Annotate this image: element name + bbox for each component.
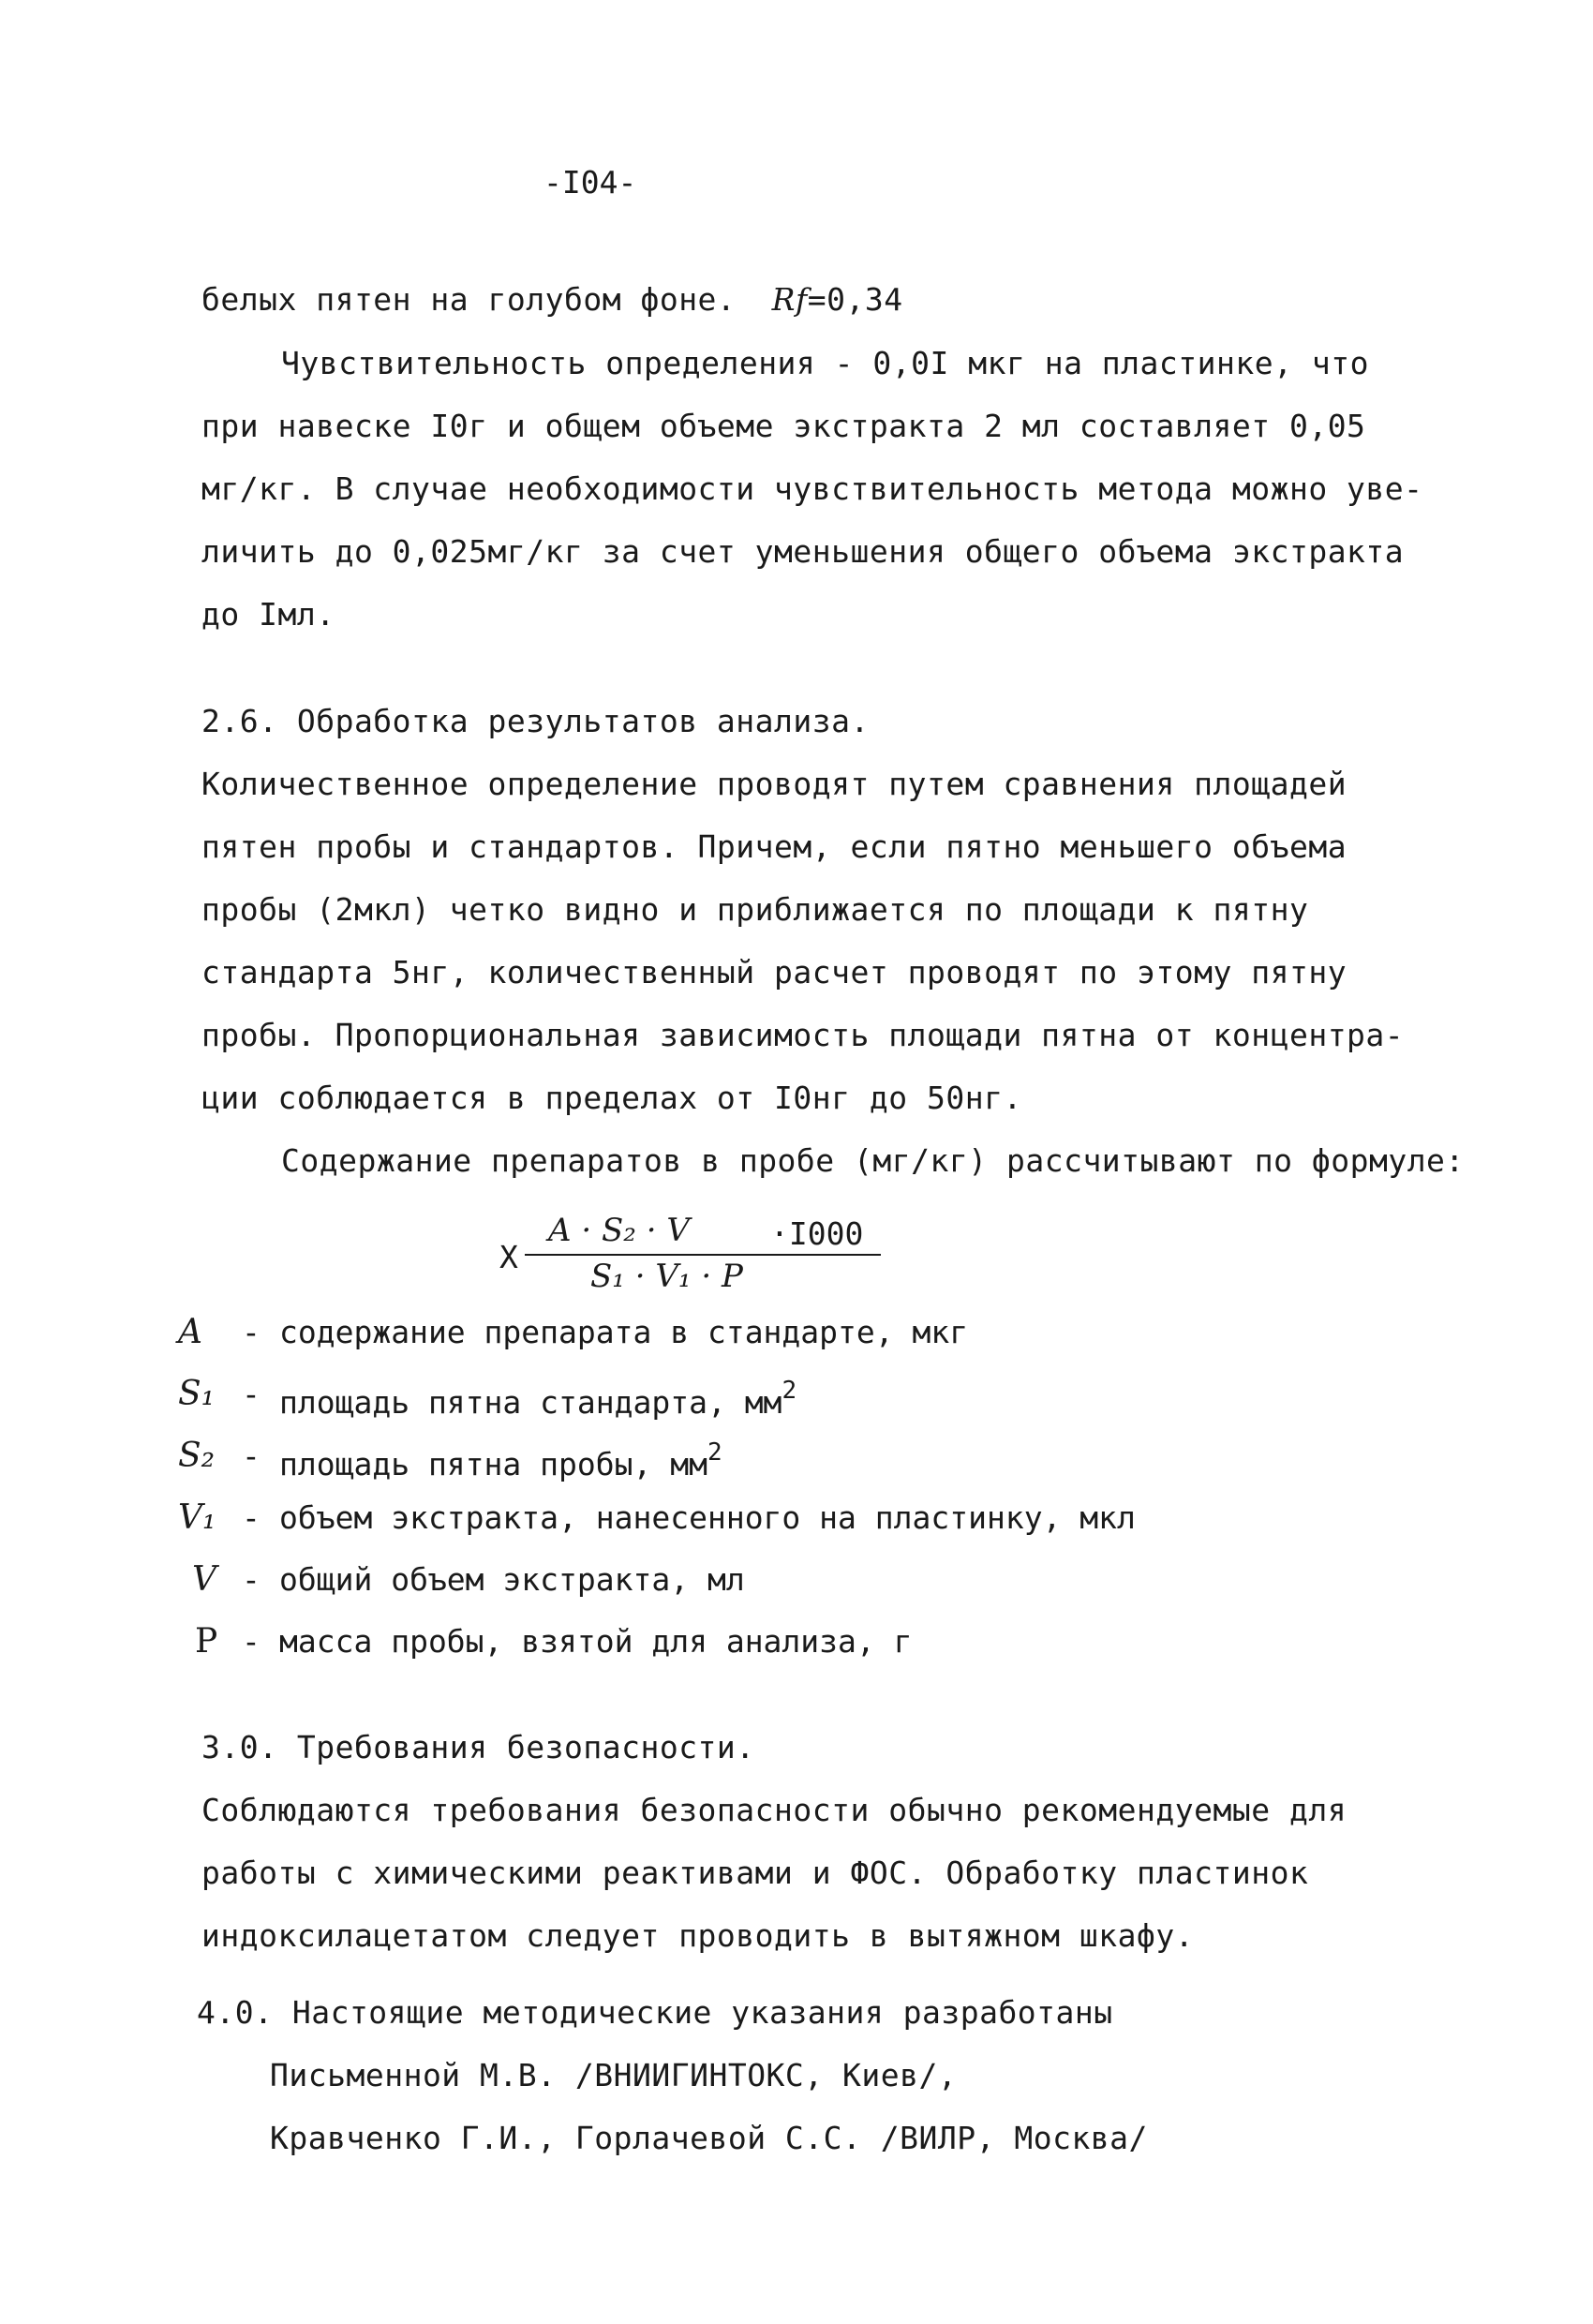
definition-symbol: V	[192, 1560, 216, 1599]
definition-symbol: A	[178, 1313, 202, 1351]
section-2-6-line-4: стандарта 5нг, количественный расчет проводят по этому пятну	[201, 954, 1347, 991]
formula-constant: ·I000	[770, 1215, 864, 1252]
rf-line	[201, 281, 903, 319]
definition-text	[279, 1376, 796, 1422]
definition-symbol: S₁	[178, 1375, 216, 1413]
definition-text-value: содержание препарата в стандарте, мкг	[279, 1314, 969, 1350]
definition-text	[279, 1623, 913, 1661]
rf-value: =0,34	[807, 281, 903, 318]
section-4-0-line-2: Письменной М.В. /ВНИИГИНТОКС, Киев/,	[270, 2057, 958, 2093]
section-2-6-line-2: пятен пробы и стандартов. Причем, если пятно меньшего объема	[201, 828, 1347, 865]
definition-dash: -	[242, 1561, 261, 1598]
definition-symbol: S₂	[178, 1437, 216, 1475]
section-3-0-line-3: индоксилацетатом следует проводить в вытяжном шкафу.	[201, 1917, 1195, 1954]
definition-text	[279, 1314, 968, 1351]
section-2-6-line-5: пробы. Пропорциональная зависимость площади пятна от концентра-	[201, 1017, 1405, 1053]
definition-text-value: общий объем экстракта, мл	[279, 1561, 745, 1598]
para2-line-3: мг/кг. В случае необходимости чувствительность метода можно уве-	[201, 470, 1423, 507]
section-4-0-line-3: Кравченко Г.И., Горлачевой С.С. /ВИЛР, Москва/	[270, 2120, 1148, 2156]
section-2-6-line-1: Количественное определение проводят путем сравнения площадей	[201, 766, 1347, 802]
rf-symbol: Rf	[771, 281, 808, 318]
definition-text	[279, 1561, 745, 1599]
definition-superscript: 2	[782, 1377, 797, 1405]
formula-intro: Содержание препаратов в пробе (мг/кг) рассчитывают по формуле:	[281, 1142, 1465, 1179]
section-3-0-line-1: Соблюдаются требования безопасности обычно рекомендуемые для	[201, 1792, 1347, 1828]
section-2-6-line-3: пробы (2мкл) четко видно и приближается по площади к пятну	[201, 891, 1309, 928]
section-3-0-heading: 3.0. Требования безопасности.	[201, 1729, 755, 1765]
definition-text-value: площадь пятна стандарта, мм	[279, 1384, 782, 1421]
definition-text	[279, 1499, 1136, 1537]
section-2-6-line-6: ции соблюдается в пределах от I0нг до 50нг.	[201, 1080, 1022, 1116]
formula-denominator: S₁ · V₁ · P	[590, 1258, 743, 1295]
definition-text	[279, 1438, 722, 1483]
definition-dash: -	[242, 1438, 261, 1474]
para2-line-4: личить до 0,025мг/кг за счет уменьшения общего объема экстракта	[201, 533, 1405, 570]
definition-text-value: площадь пятна пробы, мм	[279, 1446, 707, 1482]
section-3-0-line-2: работы с химическими реактивами и ФОС. Обработку пластинок	[201, 1855, 1309, 1891]
section-4-0-line-1: 4.0. Настоящие методические указания разработаны	[197, 1994, 1113, 2031]
definition-dash: -	[242, 1376, 261, 1412]
definition-text-value: объем экстракта, нанесенного на пластинку, мкл	[279, 1499, 1136, 1536]
formula-fraction-bar	[525, 1254, 881, 1256]
definition-dash: -	[242, 1314, 261, 1350]
para2-line-2: при навеске I0г и общем объеме экстракта 2 мл составляет 0,05	[201, 408, 1366, 444]
definition-superscript: 2	[707, 1438, 722, 1467]
para2-line-1: Чувствительность определения - 0,0I мкг на пластинке, что	[281, 345, 1369, 381]
page-number: -I04-	[543, 164, 637, 201]
formula-numerator: A · S₂ · V	[548, 1212, 690, 1249]
formula-lhs: X	[499, 1239, 518, 1275]
definition-text-value: масса пробы, взятой для анализа, г	[279, 1623, 913, 1660]
para2-line-5: до Iмл.	[201, 596, 335, 633]
definition-symbol: P	[195, 1622, 218, 1661]
definition-dash: -	[242, 1499, 261, 1536]
section-2-6-heading: 2.6. Обработка результатов анализа.	[201, 703, 870, 739]
definition-dash: -	[242, 1623, 261, 1660]
rf-line-text: белых пятен на голубом фоне.	[201, 281, 737, 318]
definition-symbol: V₁	[178, 1498, 216, 1537]
